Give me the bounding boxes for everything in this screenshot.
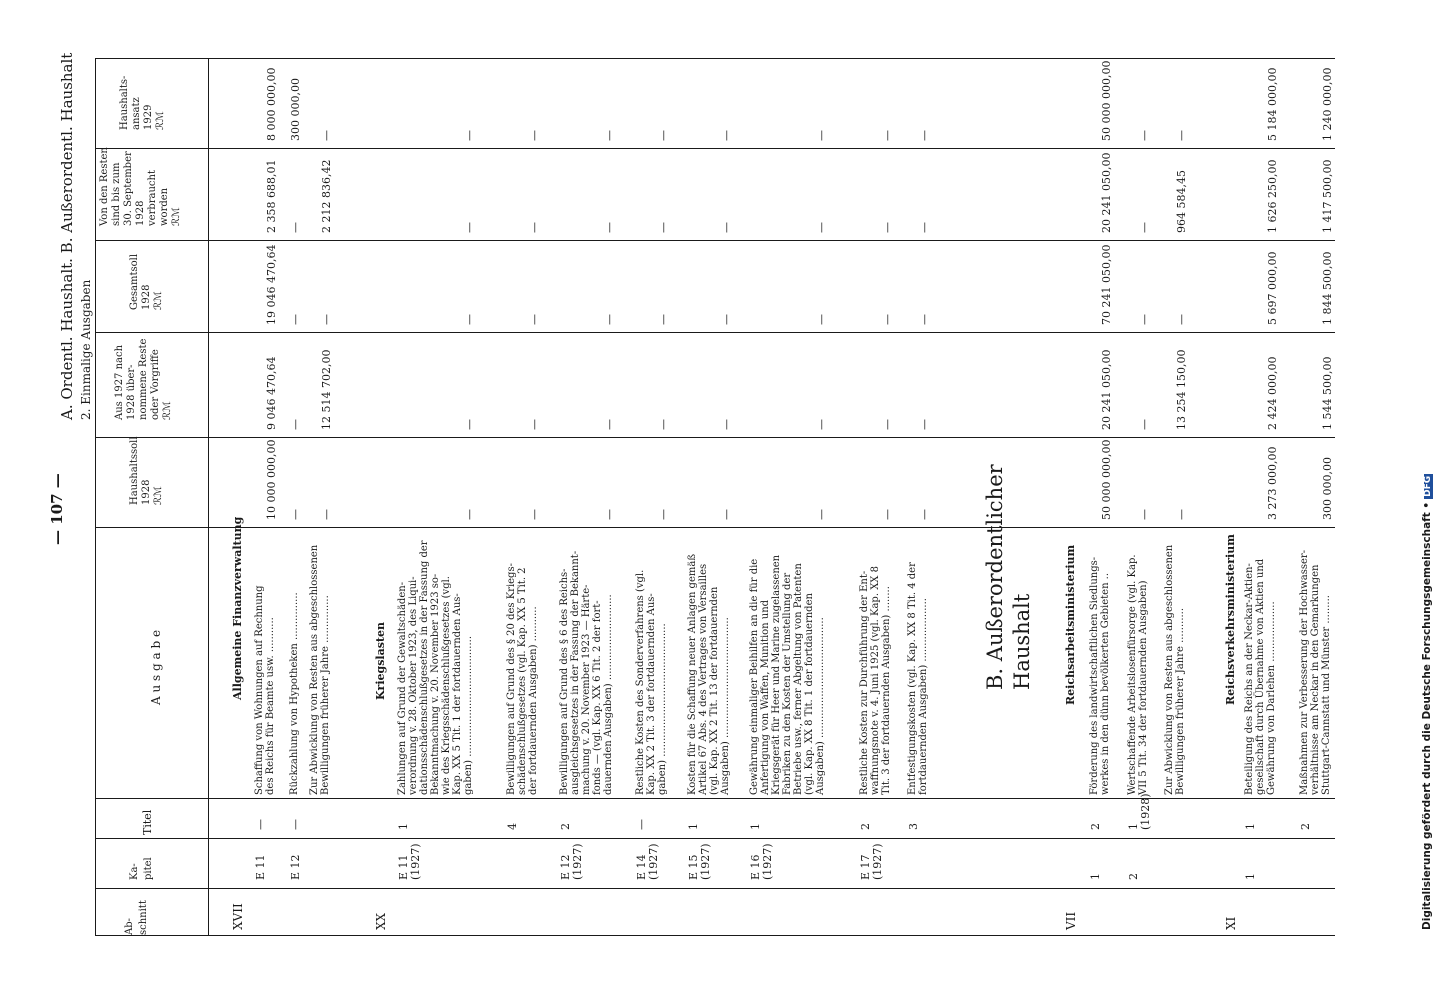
row-ansatz: — [815,130,828,141]
row-verbraucht: — [1138,222,1151,233]
row-text-line: Restliche Kosten zur Durchführung der Ent- [859,570,870,795]
row-text-line: des Reichs für Beamte usw. ........... [265,617,276,795]
col-titel: Titel [141,809,154,835]
row-kapitel: E 15 [687,854,700,880]
row-reste: — [657,419,670,430]
row-text-line: Restliche Kosten des Sonderverfahrens (vgl. [635,569,646,795]
col-kapitel-0: Ka- [129,863,140,880]
row-verbraucht: 1 626 250,00 [1266,159,1279,233]
row-verbraucht: — [815,222,828,233]
row-reste: — [463,419,476,430]
column-divider-1 [95,240,1335,241]
row-titel: (1928) [1139,793,1152,830]
row-gesamt: — [881,314,894,325]
col-soll-2: ℛℳ [153,486,164,505]
col-ausgabe: A u s g a b e [149,629,163,705]
row-text-line: fortdauernden Ausgaben) .................... [918,598,929,795]
row-text-line: Betriebe usw., ferner Abgeltung von Patenten [793,563,804,795]
row-gesamt: — [918,314,931,325]
row-text-line: ausgleichsgesetzes in der Fassung der Bekannt- [570,550,581,795]
col-reste-3: oder Vorgriffe [150,349,161,420]
row-soll: — [657,509,670,520]
row-kapitel: E 11 [254,854,267,880]
column-divider-7 [95,888,1335,889]
row-ansatz: — [720,130,733,141]
row-text-line: Beteiligung des Reichs an der Neckar-Aktien- [1244,563,1255,795]
col-ansatz-1: ansatz [131,97,142,130]
col-ansatz-0: Haushalts- [119,75,130,130]
row-reste: — [528,419,541,430]
row-ansatz: 300 000,00 [289,78,302,141]
row-reste: — [815,419,828,430]
row-text-line: Bewilligungen auf Grund des § 20 des Kriegs- [506,563,517,795]
row-soll: — [720,509,733,520]
dfg-logo: DFG [1423,475,1433,497]
column-divider-0 [95,148,1335,149]
column-divider-3 [95,437,1335,438]
row-text-line: gaben) ...................................... [463,636,474,795]
header-rule [208,58,209,936]
row-kapitel: (1927) [871,843,884,880]
col-reste-0: Aus 1927 nach [114,344,125,420]
row-kapitel: E 14 [635,854,648,880]
col-ansatz-3: ℛℳ [155,111,166,130]
row-text-line: Kap. XX 5 Tit. 1 der fortdauernden Aus- [452,593,463,795]
page-number: — 107 — [48,473,66,545]
row-text-line: der fortdauernden Ausgaben) ........... [528,606,539,795]
row-verbraucht: — [289,222,302,233]
row-ansatz: 50 000 000,00 [1100,60,1113,141]
row-reste: — [289,419,302,430]
row-gesamt: — [320,314,333,325]
row-text-line: dauernden Ausgaben) ........................... [603,594,614,795]
row-text-line: machung v. 20. November 1923 — Härte- [581,584,592,795]
row-kapitel: (1927) [409,843,422,880]
col-reste-4: ℛℳ [162,401,173,420]
row-kapitel: E 11 [397,854,410,880]
row-text-line: Förderung des landwirtschaftlichen Siedlungs- [1089,556,1100,795]
row-ansatz: 1 240 000,00 [1321,67,1334,141]
row-reste: — [918,419,931,430]
page-title: A. Ordentl. Haushalt. B. Außerordentl. Haushalt [58,52,76,420]
row-text-line: Fabriken zu den Kosten der Umstellung der [782,572,793,795]
row-text-line: dationsschädenschlußgesetzes in der Fassung der [419,540,430,795]
row-reste: — [720,419,733,430]
row-text-line: Ausgaben) ...................................... [815,617,826,795]
row-kapitel: 2 [1127,873,1140,880]
row-titel: 1 [1244,823,1257,830]
row-text-line: Artikel 67 Abs. 4 des Vertrages von Versailles [698,563,709,795]
row-titel: 4 [506,823,519,830]
row-reste: 9 046 470,64 [265,356,278,430]
row-soll: — [289,509,302,520]
row-kapitel: (1927) [571,843,584,880]
col-soll-0: Haushaltssoll [129,436,140,505]
row-text-line: fonds — (vgl. Kap. XX 6 Tit. 2 der fort- [592,600,603,795]
row-text-line: Ausgaben) ...................................... [720,617,731,795]
credit-line: Digitalisierung gefördert durch die Deutsche Forschungsgemeinschaft •DFG [1421,475,1433,930]
row-reste: 2 424 000,00 [1266,356,1279,430]
row-verbraucht: — [528,222,541,233]
section-heading-1: Kriegslasten [374,622,387,700]
row-verbraucht: 964 584,45 [1175,170,1188,233]
row-text-line: Zahlungen auf Grund der Gewaltschäden- [397,581,408,795]
column-divider-4 [95,527,1335,528]
row-soll: 10 000 000,00 [265,439,278,520]
row-text-line: VII 5 Tit. 34 der fortdauernden Ausgaben) [1138,580,1149,795]
row-gesamt: — [603,314,616,325]
row-text-line: Wertschaffende Arbeitslosenfürsorge (vgl. Kap. [1127,554,1138,795]
row-soll: 3 273 000,00 [1266,446,1279,520]
row-gesamt: — [289,314,302,325]
row-titel: 2 [1299,823,1312,830]
row-verbraucht: 1 417 500,00 [1321,159,1334,233]
row-kapitel: 1 [1089,873,1102,880]
col-gesamt-0: Gesamtsoll [129,253,140,310]
row-titel: 1 [749,823,762,830]
row-titel: 1 [397,823,410,830]
row-verbraucht: — [603,222,616,233]
row-kapitel: (1927) [647,843,660,880]
col-abschnitt-1: schnitt [138,900,149,935]
row-reste: 12 514 702,00 [320,349,333,430]
row-text-line: Schaffung von Wohnungen auf Rechnung [254,585,265,795]
row-ansatz: — [528,130,541,141]
row-kapitel: E 16 [749,854,762,880]
row-gesamt: — [815,314,828,325]
row-text-line: Tit. 3 der fortdauernden Ausgaben) ........ [881,586,892,795]
row-gesamt: — [528,314,541,325]
section-abschnitt-2: VII [1064,911,1078,930]
row-text-line: Gewährung einmaliger Beihilfen an die für die [749,558,760,795]
col-ansatz-2: 1929 [143,104,154,130]
section-abschnitt-1: XX [374,912,388,930]
row-text-line: (vgl. Kap. XX 2 Tit. 13 der fortdauernden [709,586,720,795]
row-titel: 3 [907,823,920,830]
row-text-line: werkes in den dünn bevölkerten Gebieten .. [1100,572,1111,795]
part-b-heading-0: B. Außerordentlicher [983,464,1007,690]
row-text-line: Kriegsgerät für Heer und Marine zugelassenen [771,554,782,795]
row-text-line: Bewilligungen früherer Jahre ........... [1175,607,1186,795]
col-gesamt-1: 1928 [141,284,152,310]
row-gesamt: — [1138,314,1151,325]
col-soll-1: 1928 [141,479,152,505]
row-soll: — [1175,509,1188,520]
row-soll: — [528,509,541,520]
row-text-line: Gewährung von Darlehen ................... [1266,601,1277,795]
row-soll: — [1138,509,1151,520]
row-reste: — [881,419,894,430]
row-kapitel: E 17 [859,854,872,880]
col-verbraucht-5: worden [159,187,170,226]
row-ansatz: — [1175,130,1188,141]
row-reste: — [603,419,616,430]
row-reste: 13 254 150,00 [1175,349,1188,430]
row-soll: — [881,509,894,520]
table-left-rule [95,58,96,936]
col-verbraucht-0: Von den Resten [99,147,110,226]
row-titel: — [635,819,648,830]
row-text-line: (vgl. Kap. XX 8 Tit. 1 der fortdauernden [804,593,815,795]
row-verbraucht: — [720,222,733,233]
row-titel: 2 [1089,823,1102,830]
row-text-line: Stuttgart-Cannstatt und Münster ......... [1321,595,1332,795]
col-verbraucht-4: verbraucht [147,170,158,226]
table-top-rule [95,58,1335,59]
row-text-line: Kosten für die Schaffung neuer Anlagen gemäß [687,553,698,795]
row-reste: 1 544 500,00 [1321,356,1334,430]
row-titel: 2 [859,823,872,830]
row-verbraucht: 2 358 688,01 [265,159,278,233]
row-kapitel: (1927) [699,843,712,880]
row-text-line: Bewilligungen auf Grund des § 6 des Reichs- [559,568,570,795]
row-ansatz: — [918,130,931,141]
row-ansatz: 5 184 000,00 [1266,67,1279,141]
row-text-line: gesellschaft durch Übernahme von Aktien und [1255,558,1266,795]
row-ansatz: — [320,130,333,141]
col-verbraucht-6: ℛℳ [171,207,182,226]
row-ansatz: — [1138,130,1151,141]
row-soll: — [815,509,828,520]
col-verbraucht-1: sind bis zum [111,162,122,226]
row-ansatz: — [603,130,616,141]
row-titel: — [289,819,302,830]
row-gesamt: 70 241 050,00 [1100,244,1113,325]
row-gesamt: — [720,314,733,325]
row-verbraucht: — [918,222,931,233]
row-ansatz: 8 000 000,00 [265,67,278,141]
row-ansatz: — [881,130,894,141]
table-bottom-rule [95,935,1335,936]
row-text-line: waffnungsnote v. 4. Juni 1925 (vgl. Kap. XX 8 [870,566,881,795]
row-text-line: gaben) .......................................... [657,623,668,795]
row-soll: — [320,509,333,520]
section-heading-3: Reichsverkehrsministerium [1224,534,1237,705]
row-kapitel: E 12 [559,854,572,880]
row-text-line: Zur Abwicklung von Resten aus abgeschlossenen [309,544,320,795]
row-text-line: Bewilligungen früherer Jahre ............... [320,595,331,795]
row-reste: 20 241 050,00 [1100,349,1113,430]
col-gesamt-2: ℛℳ [153,291,164,310]
row-soll: — [918,509,931,520]
col-abschnitt-0: Ab- [124,917,135,935]
col-kapitel-1: pitel [143,857,154,880]
row-text-line: wie des Kriegsschädenschlußgesetzes (vgl. [441,576,452,795]
row-verbraucht: — [463,222,476,233]
row-gesamt: — [657,314,670,325]
col-verbraucht-2: 30. September [123,151,134,226]
row-titel: — [254,819,267,830]
column-divider-6 [95,838,1335,839]
row-text-line: verordnung v. 28. Oktober 1923, des Liqui- [408,576,419,795]
row-text-line: Entfestigungskosten (vgl. Kap. XX 8 Tit. 4 der [907,562,918,795]
row-titel: 1 [687,823,700,830]
col-verbraucht-3: 1928 [135,200,146,226]
row-kapitel: (1927) [761,843,774,880]
row-soll: — [603,509,616,520]
row-ansatz: — [657,130,670,141]
row-reste: — [1138,419,1151,430]
row-gesamt: — [1175,314,1188,325]
row-soll: — [463,509,476,520]
row-text-line: verhältnisse am Neckar in den Gemarkungen [1310,564,1321,795]
col-reste-1: 1928 über- [126,364,137,420]
row-kapitel: E 12 [289,854,302,880]
row-titel: 1 [1127,823,1140,830]
page-subtitle: 2. Einmalige Ausgaben [79,279,93,420]
section-abschnitt-3: XI [1224,916,1238,930]
row-text-line: Zur Abwicklung von Resten aus abgeschlossenen [1164,544,1175,795]
row-text-line: Rückzahlung von Hypotheken ............... [289,592,300,795]
section-heading-0: Allgemeine Finanzverwaltung [231,516,244,700]
row-gesamt: — [463,314,476,325]
row-verbraucht: 2 212 836,42 [320,159,333,233]
row-soll: 50 000 000,00 [1100,439,1113,520]
row-text-line: Anfertigung von Waffen, Munition und [760,599,771,795]
col-reste-2: nommene Reste [138,338,149,420]
section-abschnitt-0: XVII [231,903,245,930]
row-text-line: Kap. XX 2 Tit. 3 der fortdauernden Aus- [646,593,657,795]
row-kapitel: 1 [1244,873,1257,880]
part-b-heading-1: Haushalt [1010,593,1034,690]
row-soll: 300 000,00 [1321,457,1334,520]
row-gesamt: 1 844 500,00 [1321,251,1334,325]
row-verbraucht: 20 241 050,00 [1100,152,1113,233]
row-titel: 2 [559,823,572,830]
row-ansatz: — [463,130,476,141]
column-divider-2 [95,332,1335,333]
section-heading-2: Reichsarbeitsministerium [1064,544,1077,705]
row-gesamt: 19 046 470,64 [265,244,278,325]
row-verbraucht: — [881,222,894,233]
row-text-line: schädenschlußgesetzes (vgl. Kap. XX 5 Tit. 2 [517,567,528,795]
row-verbraucht: — [657,222,670,233]
row-gesamt: 5 697 000,00 [1266,251,1279,325]
row-text-line: Bekanntmachung v. 20. November 1923 so- [430,573,441,795]
row-text-line: Maßnahmen zur Verbesserung der Hochwasser- [1299,549,1310,795]
